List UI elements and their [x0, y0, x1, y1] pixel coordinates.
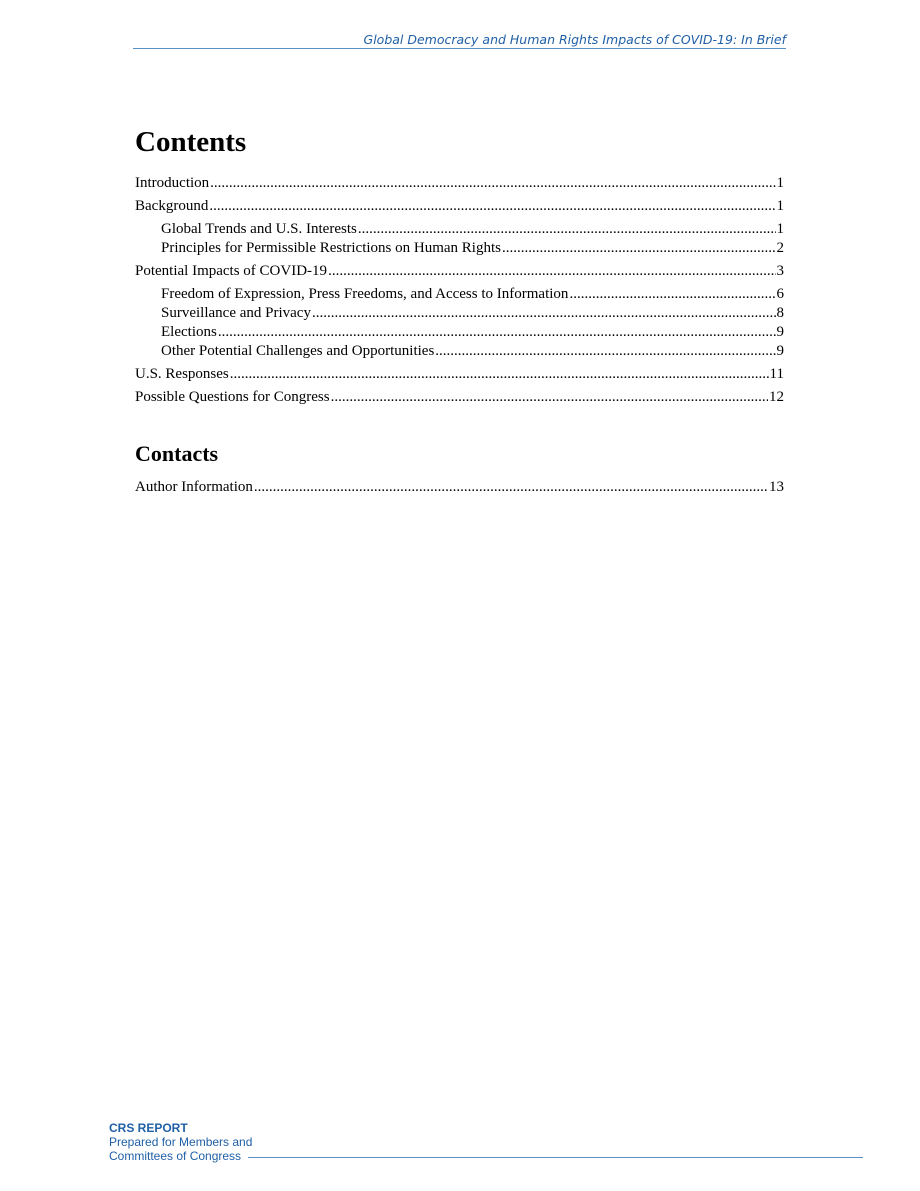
toc-entry-label: Possible Questions for Congress: [135, 389, 330, 405]
toc-entry-label: Author Information: [135, 479, 253, 495]
toc-entry[interactable]: [135, 174, 784, 193]
toc-entry[interactable]: [135, 323, 784, 342]
dot-leader: [210, 174, 775, 193]
toc-entry-label: Surveillance and Privacy: [161, 305, 311, 321]
toc-entry-page: 13: [769, 479, 784, 495]
toc-entry-page: 6: [776, 286, 784, 302]
toc-entry-page: 8: [776, 305, 784, 321]
toc-entry-page: 12: [769, 389, 784, 405]
table-of-contents: [135, 174, 784, 407]
dot-leader: [328, 262, 775, 281]
toc-entry-page: 1: [776, 221, 784, 237]
dot-leader: [358, 220, 776, 239]
toc-entry[interactable]: [135, 388, 784, 407]
toc-entry-page: 1: [776, 198, 784, 214]
dot-leader: [435, 342, 775, 361]
contacts-list: [135, 478, 784, 497]
running-header: [133, 32, 786, 49]
toc-entry[interactable]: [135, 197, 784, 216]
contents-title: Contents: [135, 126, 247, 158]
toc-entry-label: U.S. Responses: [135, 366, 229, 382]
toc-entry-label: Introduction: [135, 175, 210, 191]
dot-leader: [331, 388, 768, 407]
toc-entry[interactable]: [135, 478, 784, 497]
toc-entry-label: Global Trends and U.S. Interests: [161, 221, 357, 237]
toc-entry-label: Elections: [161, 324, 217, 340]
toc-entry[interactable]: [135, 262, 784, 281]
toc-entry-page: 9: [776, 324, 784, 340]
dot-leader: [312, 304, 776, 323]
toc-entry-page: 11: [769, 366, 784, 382]
dot-leader: [569, 285, 775, 304]
footer-rule: [248, 1157, 863, 1158]
toc-entry-label: Potential Impacts of COVID-19: [135, 263, 328, 279]
toc-entry-page: 2: [776, 240, 784, 256]
toc-entry[interactable]: [135, 304, 784, 323]
dot-leader: [254, 478, 768, 497]
footer-prepared-for: Prepared for Members and: [109, 1135, 253, 1149]
footer-committees: Committees of Congress: [109, 1149, 242, 1163]
toc-entry[interactable]: [135, 342, 784, 361]
crs-report-footer: [109, 1121, 252, 1163]
toc-entry[interactable]: [135, 239, 784, 258]
dot-leader: [209, 197, 775, 216]
toc-entry-label: Background: [135, 198, 209, 214]
toc-entry[interactable]: [135, 285, 784, 304]
toc-entry[interactable]: [135, 365, 784, 384]
dot-leader: [502, 239, 776, 258]
toc-entry-page: 9: [776, 343, 784, 359]
dot-leader: [218, 323, 776, 342]
toc-entry-label: Other Potential Challenges and Opportunities: [161, 343, 435, 359]
toc-entry[interactable]: [135, 220, 784, 239]
toc-entry-page: 1: [776, 175, 784, 191]
contacts-title: Contacts: [135, 441, 219, 466]
dot-leader: [230, 365, 769, 384]
running-header-title: Global Democracy and Human Rights Impacts of COVID-19: In Brief: [363, 32, 786, 47]
toc-entry-label: Freedom of Expression, Press Freedoms, and Access to Information: [161, 286, 569, 302]
toc-entry-page: 3: [776, 263, 784, 279]
footer-crs-report: CRS REPORT: [109, 1121, 188, 1135]
toc-entry-label: Principles for Permissible Restrictions on Human Rights: [161, 240, 501, 256]
